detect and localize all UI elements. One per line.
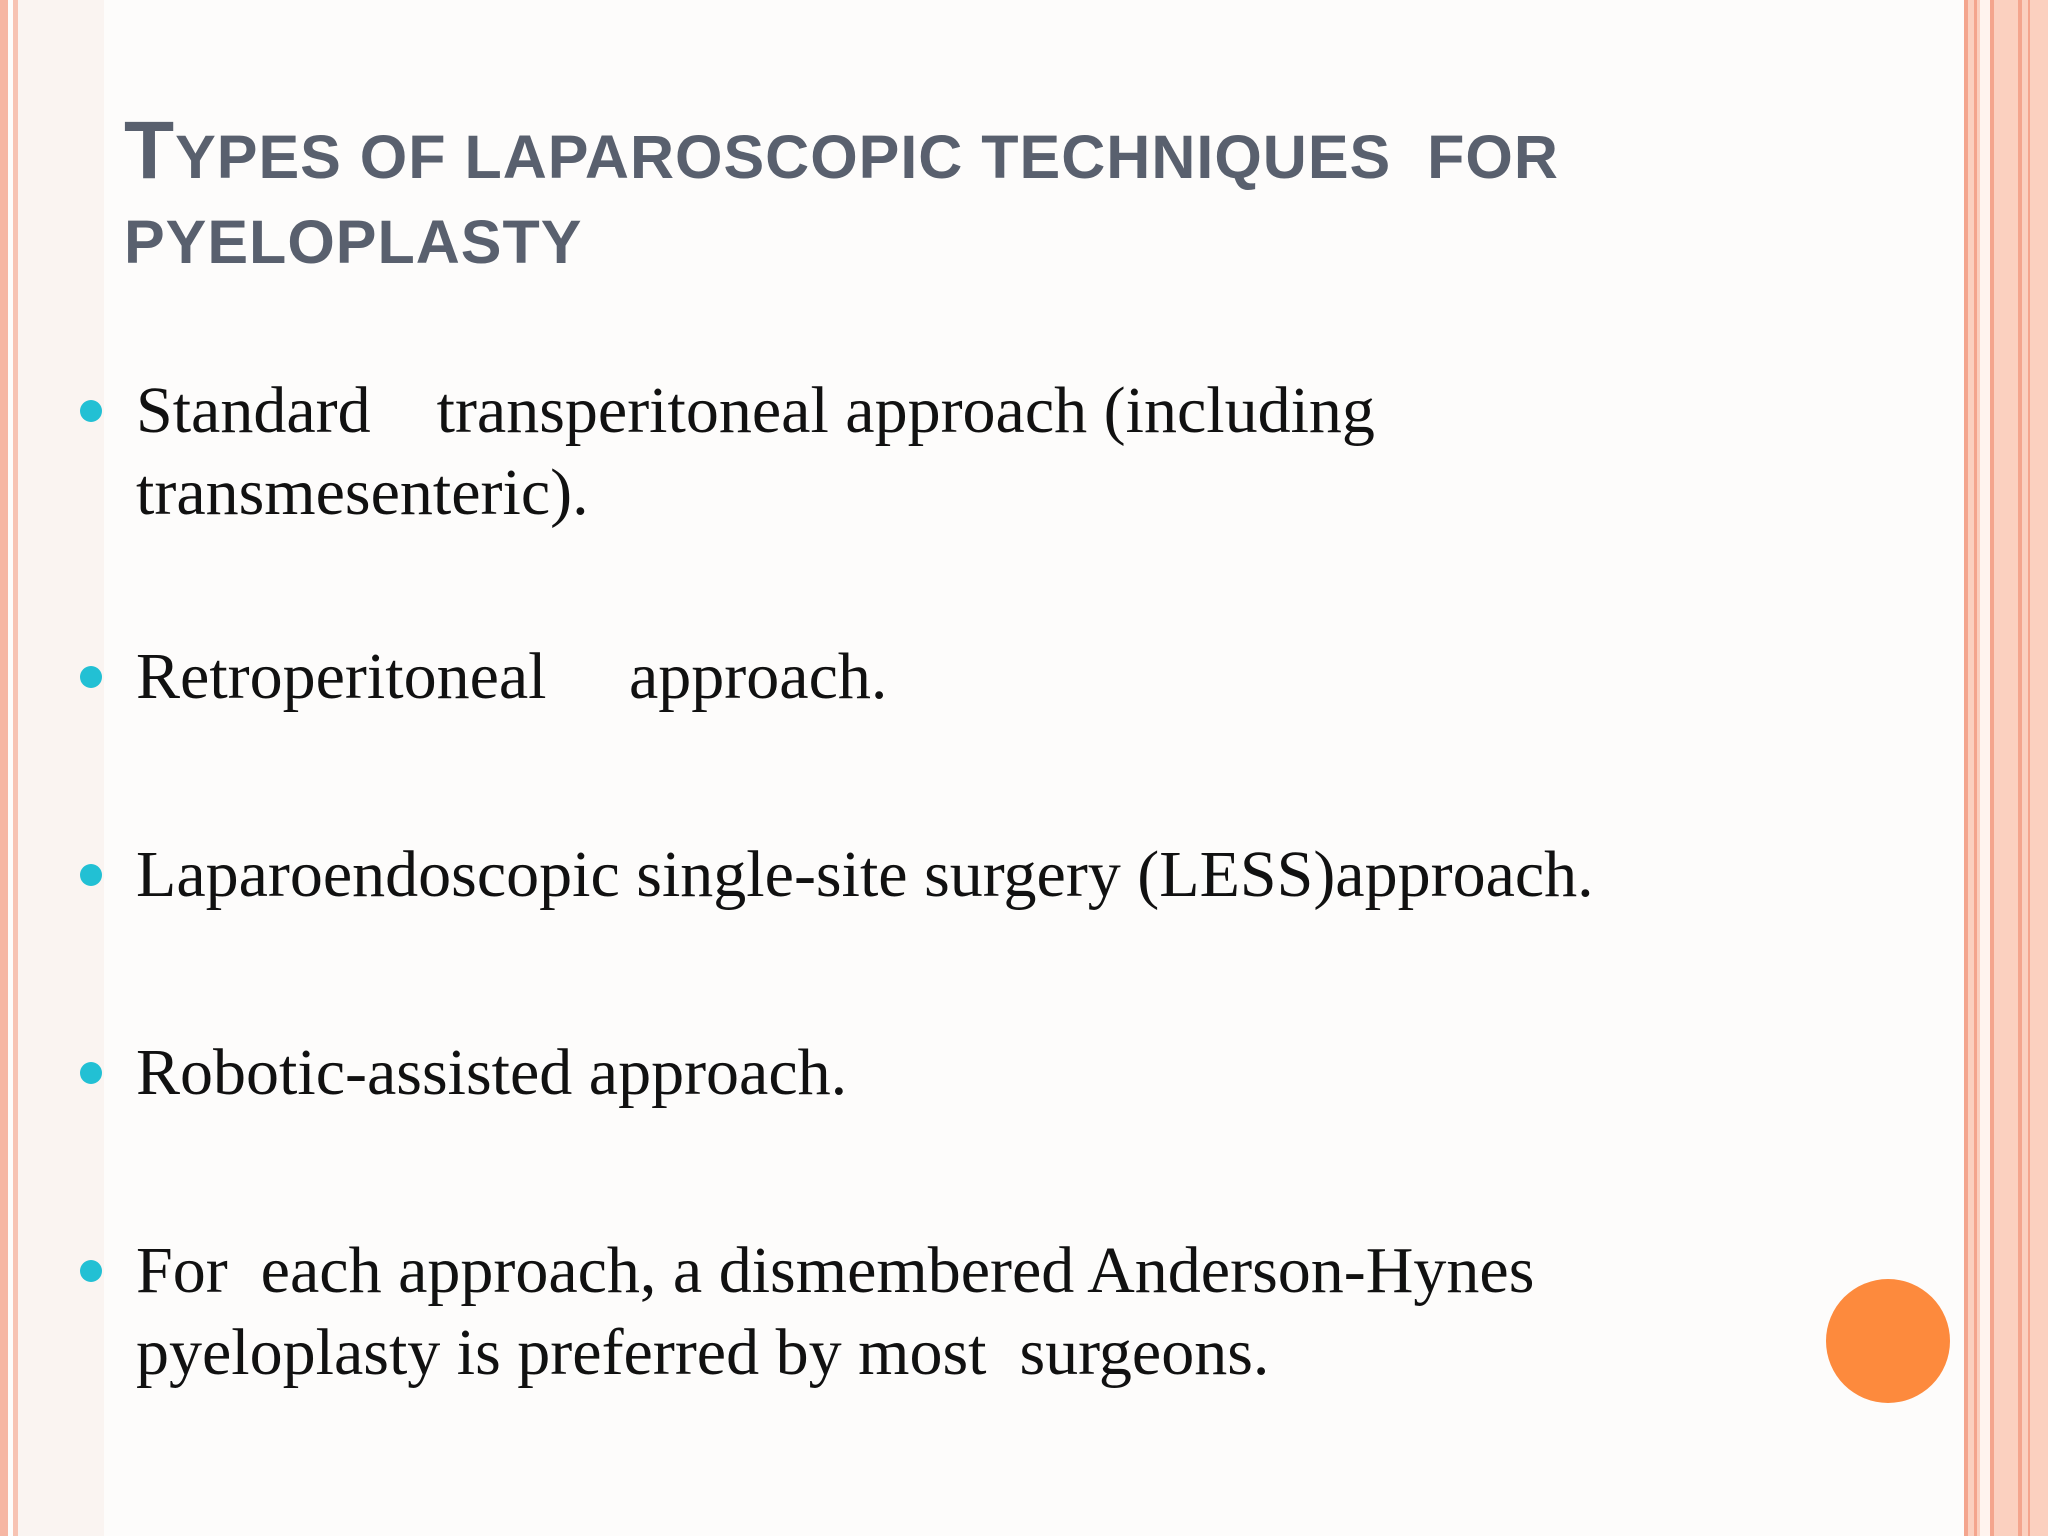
bullet-text-line: For each approach, a dismembered Anderson-Hynes — [136, 1234, 1535, 1307]
bullet-item — [136, 834, 1776, 916]
bullet-text-line: pyeloplasty is preferred by most surgeons. — [136, 1316, 1270, 1389]
right-border-line — [2028, 0, 2030, 1536]
bullet-text-line: Standard transperitoneal approach (including — [136, 374, 1375, 447]
bullet-text-line: Retroperitoneal approach. — [136, 640, 888, 713]
bullet-dot-icon — [80, 1062, 102, 1084]
bullet-dot-icon — [80, 864, 102, 886]
bullet-text-line: Laparoendoscopic single-site surgery (LESS)approach. — [136, 838, 1594, 911]
bullet-dot-icon — [80, 1260, 102, 1282]
bullet-text-line: Robotic-assisted approach. — [136, 1036, 848, 1109]
bullet-dot-icon — [80, 666, 102, 688]
bullet-item — [136, 370, 1776, 534]
title-rest: YPES OF LAPAROSCOPIC TECHNIQUES FOR — [175, 123, 1559, 191]
bullet-dot-icon — [80, 400, 102, 422]
orange-circle-decoration — [1826, 1279, 1950, 1403]
right-border-line — [1974, 0, 1977, 1536]
right-border-line — [2018, 0, 2022, 1536]
bullet-item — [136, 1230, 1776, 1394]
bullet-item — [136, 636, 1776, 718]
title-initial: T — [124, 105, 176, 196]
right-border-band — [1966, 0, 2048, 1536]
slide-title-line-2: PYELOPLASTY — [124, 208, 583, 276]
right-border-gap — [1980, 0, 1990, 1536]
bullet-text-line: transmesenteric). — [136, 456, 589, 529]
right-border-line — [1964, 0, 1968, 1536]
right-border-line — [1990, 0, 1994, 1536]
bullet-item — [136, 1032, 1776, 1114]
